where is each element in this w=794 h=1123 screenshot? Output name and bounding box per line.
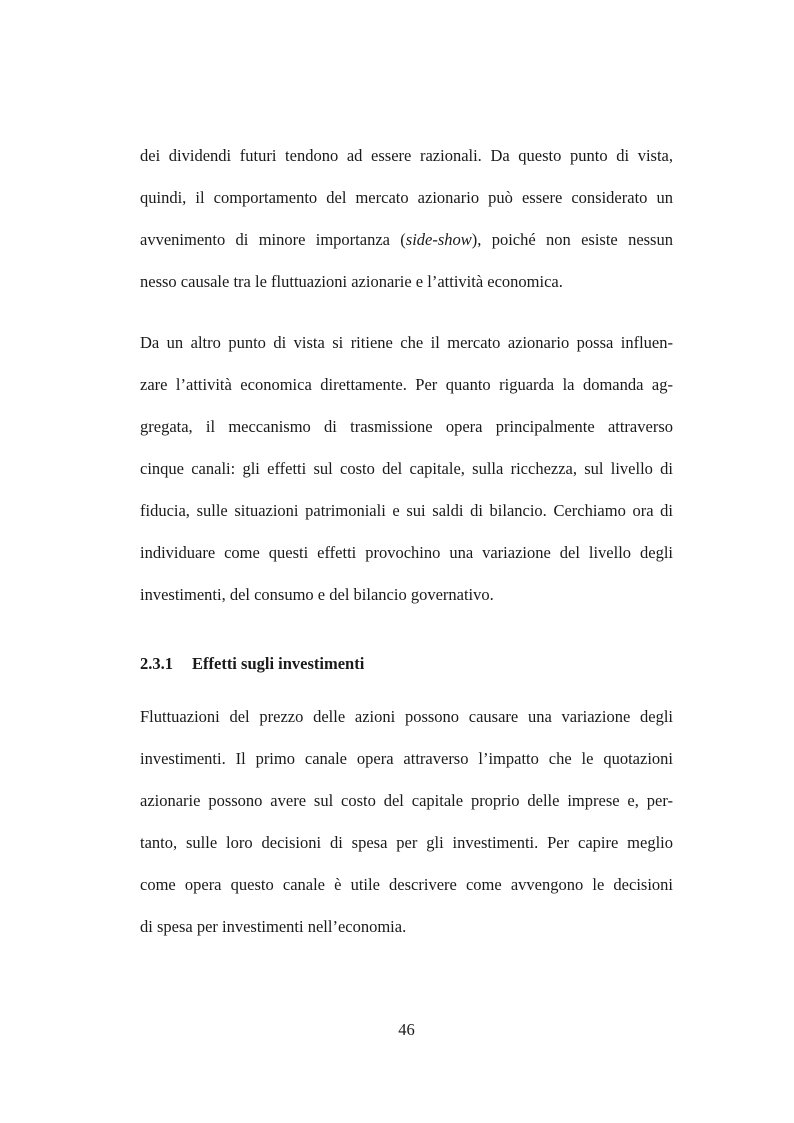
text-line: come opera questo canale è utile descrivere come avvengono le decisioni [140, 875, 673, 894]
text-line: individuare come questi effetti provochino una variazione del livello degli [140, 543, 673, 562]
text-line: fiducia, sulle situazioni patrimoniali e sui saldi di bilancio. Cerchiamo ora di [140, 501, 673, 520]
text-line: Fluttuazioni del prezzo delle azioni possono causare una variazione degli [140, 707, 673, 726]
emphasis-term: side-show [405, 230, 472, 249]
text-line: quindi, il comportamento del mercato azionario può essere considerato un [140, 188, 673, 207]
text-line: gregata, il meccanismo di trasmissione opera principalmente attraverso [140, 417, 673, 436]
section-number: 2.3.1 [140, 654, 173, 673]
text-line: azionarie possono avere sul costo del capitale proprio delle imprese e, per- [140, 791, 673, 810]
text-line: zare l’attività economica direttamente. Per quanto riguarda la domanda ag- [140, 375, 673, 394]
text-line: cinque canali: gli effetti sul costo del capitale, sulla ricchezza, sul livello di [140, 459, 673, 478]
text-fragment: avvenimento di minore importanza ( [140, 230, 406, 249]
text-fragment: ), poiché non esiste nessun [471, 230, 673, 249]
text-line: Da un altro punto di vista si ritiene che il mercato azionario possa influen- [140, 333, 673, 352]
page-number: 46 [398, 1020, 415, 1039]
text-line: investimenti, del consumo e del bilancio governativo. [140, 585, 494, 604]
text-line: dei dividendi futuri tendono ad essere razionali. Da questo punto di vista, [140, 146, 673, 165]
text-line: investimenti. Il primo canale opera attraverso l’impatto che le quotazioni [140, 749, 673, 768]
section-heading [140, 654, 364, 674]
text-line: di spesa per investimenti nell’economia. [140, 917, 407, 936]
text-line: nesso causale tra le fluttuazioni azionarie e l’attività economica. [140, 272, 563, 291]
section-title: Effetti sugli investimenti [192, 654, 365, 673]
text-line [140, 230, 673, 250]
text-line: tanto, sulle loro decisioni di spesa per gli investimenti. Per capire meglio [140, 833, 673, 852]
